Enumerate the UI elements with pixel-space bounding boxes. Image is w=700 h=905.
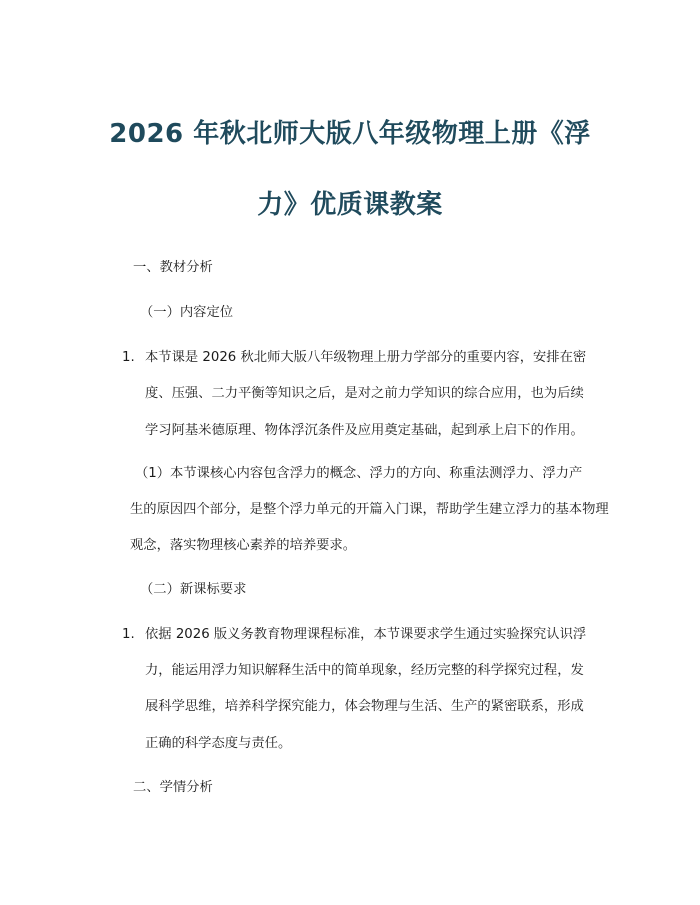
- section-heading-learner-analysis: 二、学情分析: [133, 780, 213, 795]
- document-title-line-2: 力》优质课教案: [257, 190, 443, 220]
- list-item-line: 学习阿基米德原理、物体浮沉条件及应用奠定基础，起到承上启下的作用。: [145, 423, 584, 438]
- list-item-line: 本节课是 2026 秋北师大版八年级物理上册力学部分的重要内容，安排在密: [145, 350, 587, 365]
- paragraph-line: （1）本节课核心内容包含浮力的概念、浮力的方向、称重法测浮力、浮力产: [135, 466, 583, 481]
- document-title-line-1: 2026 年秋北师大版八年级物理上册《浮: [109, 119, 591, 149]
- list-item-number: 1.: [122, 627, 135, 642]
- list-item-line: 度、压强、二力平衡等知识之后，是对之前力学知识的综合应用，也为后续: [145, 386, 584, 401]
- paragraph-line: 生的原因四个部分，是整个浮力单元的开篇入门课，帮助学生建立浮力的基本物理: [130, 502, 609, 517]
- subsection-heading-content-positioning: （一）内容定位: [140, 305, 234, 320]
- subsection-heading-curriculum-standard: （二）新课标要求: [140, 582, 247, 597]
- section-heading-materials-analysis: 一、教材分析: [133, 260, 213, 275]
- list-item-number: 1.: [122, 350, 135, 365]
- list-item-line: 依据 2026 版义务教育物理课程标准，本节课要求学生通过实验探究认识浮: [145, 627, 587, 642]
- list-item-line: 正确的科学态度与责任。: [145, 736, 292, 751]
- list-item-line: 展科学思维，培养科学探究能力，体会物理与生活、生产的紧密联系，形成: [145, 699, 584, 714]
- list-item-line: 力，能运用浮力知识解释生活中的简单现象，经历完整的科学探究过程，发: [145, 663, 584, 678]
- paragraph-line: 观念，落实物理核心素养的培养要求。: [130, 538, 357, 553]
